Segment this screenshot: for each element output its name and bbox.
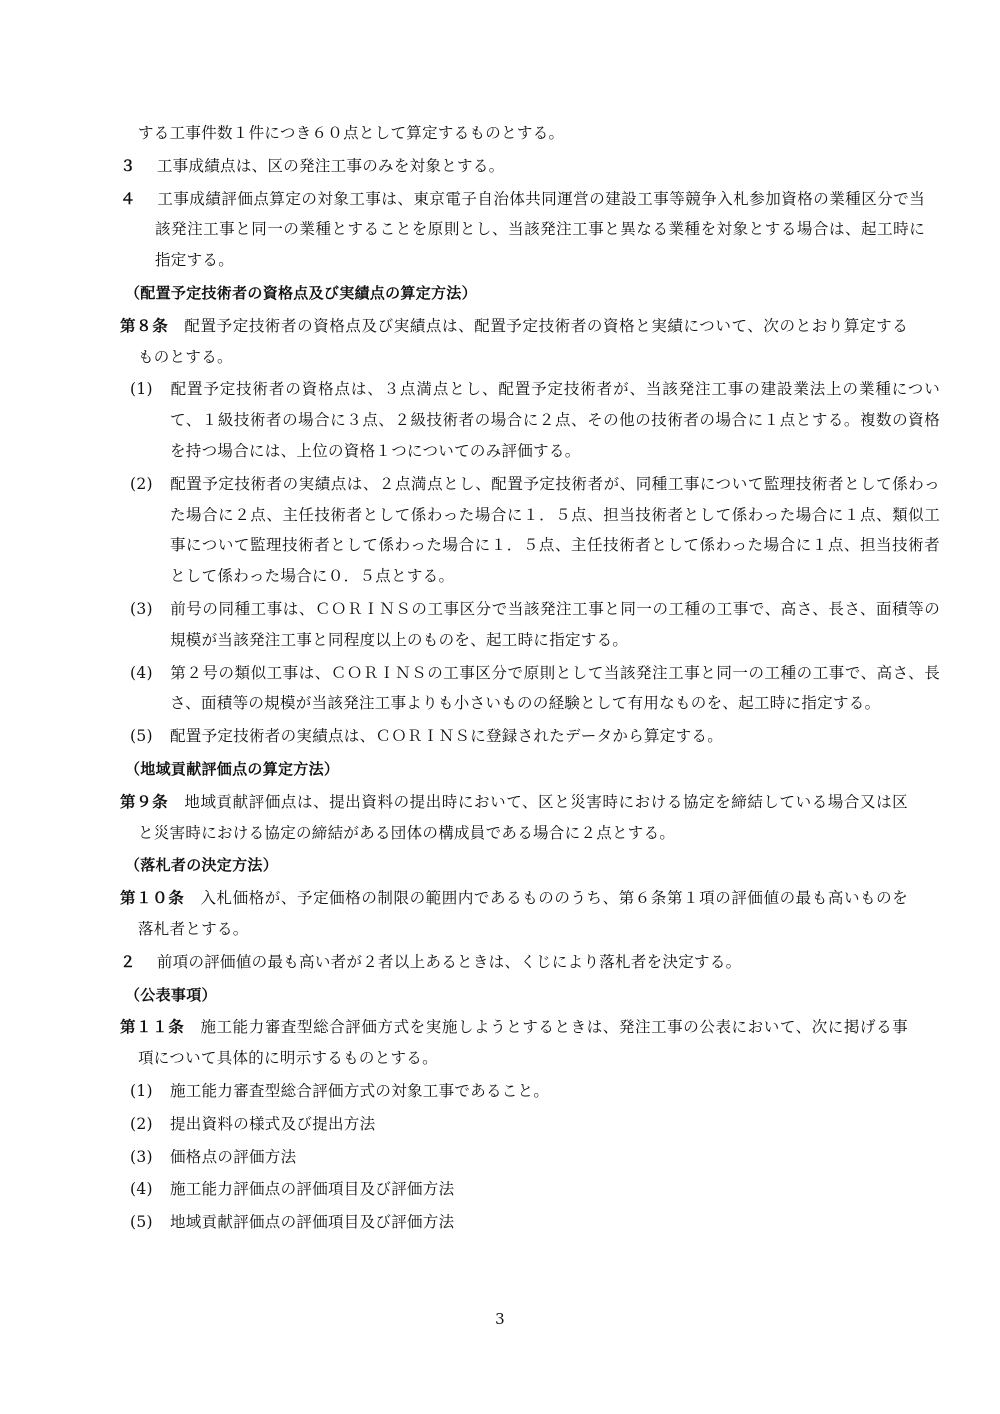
article-title: 第１０条 [120, 889, 185, 908]
item-label: (4) [130, 663, 153, 682]
section-heading-article-10: （落札者の決定方法） [125, 856, 279, 875]
item-label: (1) [130, 1081, 153, 1100]
item-label: (2) [130, 474, 153, 493]
item-label: (5) [130, 1213, 153, 1232]
paragraph-item-3: ３ 工事成績点は、区の発注工事のみを対象とする。 [120, 156, 505, 175]
article-9: 第９条 地域貢献評価点は、提出資料の提出時において、区と災害時における協定を締結している場合又は区と災害時における協定の締結がある団体の構成員である場合に２点とする。 [120, 792, 908, 842]
article-title: 第９条 [120, 792, 169, 811]
article-8-item-4: (4) 第２号の類似工事は、ＣＯＲＩＮＳの工事区分で原則として当該発注工事と同一の工種の工事で、高さ、長さ、面積等の規模が当該発注工事よりも小さいものの経験として有用なものを、起工時に指定する。 [120, 658, 940, 720]
article-8-item-2: (2) 配置予定技術者の実績点は、２点満点とし、配置予定技術者が、同種工事について監理技術者として係わった場合に２点、主任技術者として係わった場合に１．５点、担当技術者として係わった場合に１点、類似工事について監理技術者として係わった場合に１．５点、主任技術者として係わった場合に１点、担当技術者として係わった場合に０．５点とする。 [120, 469, 940, 592]
item-label: (1) [130, 380, 153, 399]
item-label: (2) [130, 1114, 153, 1133]
article-11: 第１１条 施工能力審査型総合評価方式を実施しようとするときは、発注工事の公表において、次に掲げる事項について具体的に明示するものとする。 [120, 1018, 908, 1068]
article-10-paragraph-2: ２ 前項の評価値の最も高い者が２者以上あるときは、くじにより落札者を決定する。 [120, 952, 742, 971]
item-number: ２ [120, 952, 136, 971]
item-number: ４ [120, 189, 136, 208]
article-8-item-1: (1) 配置予定技術者の資格点は、３点満点とし、配置予定技術者が、当該発注工事の建設業法上の業種について、１級技術者の場合に３点、２級技術者の場合に２点、その他の技術者の場合に１点とする。複数の資格を持つ場合には、上位の資格１つについてのみ評価する。 [120, 374, 940, 466]
article-title: 第１１条 [120, 1018, 185, 1037]
article-10: 第１０条 入札価格が、予定価格の制限の範囲内であるもののうち、第６条第１項の評価値の最も高いものを落札者とする。 [120, 889, 909, 938]
document-body [0, 118, 1000, 1240]
section-heading-article-8: （配置予定技術者の資格点及び実績点の算定方法） [125, 283, 477, 302]
article-8: 第８条 配置予定技術者の資格点及び実績点は、配置予定技術者の資格と実績について、次のとおり算定するものとする。 [120, 316, 908, 366]
item-label: (3) [130, 599, 153, 618]
item-label: (3) [130, 1147, 153, 1166]
item-number: ３ [120, 156, 136, 175]
article-8-item-3: (3) 前号の同種工事は、ＣＯＲＩＮＳの工事区分で当該発注工事と同一の工種の工事で、高さ、長さ、面積等の規模が当該発注工事と同程度以上のものを、起工時に指定する。 [120, 594, 940, 656]
section-heading-article-11: （公表事項） [125, 985, 217, 1004]
article-11-item-1: (1) 施工能力審査型総合評価方式の対象工事であること。 [120, 1076, 940, 1107]
article-11-item-3: (3) 価格点の評価方法 [120, 1142, 940, 1173]
article-title: 第８条 [120, 316, 169, 335]
paragraph-item-4: ４ 工事成績評価点算定の対象工事は、東京電子自治体共同運営の建設工事等競争入札参加資格の業種区分で当該発注工事と同一の業種とすることを原則とし、当該発注工事と異なる業種を対象とする場合は、起工時に指定する。 [120, 189, 925, 270]
section-heading-article-9: （地域貢献評価点の算定方法） [125, 759, 340, 778]
article-8-item-5: (5) 配置予定技術者の実績点は、ＣＯＲＩＮＳに登録されたデータから算定する。 [120, 721, 940, 752]
article-11-item-2: (2) 提出資料の様式及び提出方法 [120, 1109, 940, 1140]
article-11-item-4: (4) 施工能力評価点の評価項目及び評価方法 [120, 1174, 940, 1205]
article-11-item-5: (5) 地域貢献評価点の評価項目及び評価方法 [120, 1207, 940, 1238]
page-number: 3 [495, 1310, 505, 1328]
item-label: (5) [130, 727, 153, 746]
item-label: (4) [130, 1180, 153, 1199]
paragraph-continuation: する工事件数１件につき６０点として算定するものとする。 [138, 124, 565, 142]
